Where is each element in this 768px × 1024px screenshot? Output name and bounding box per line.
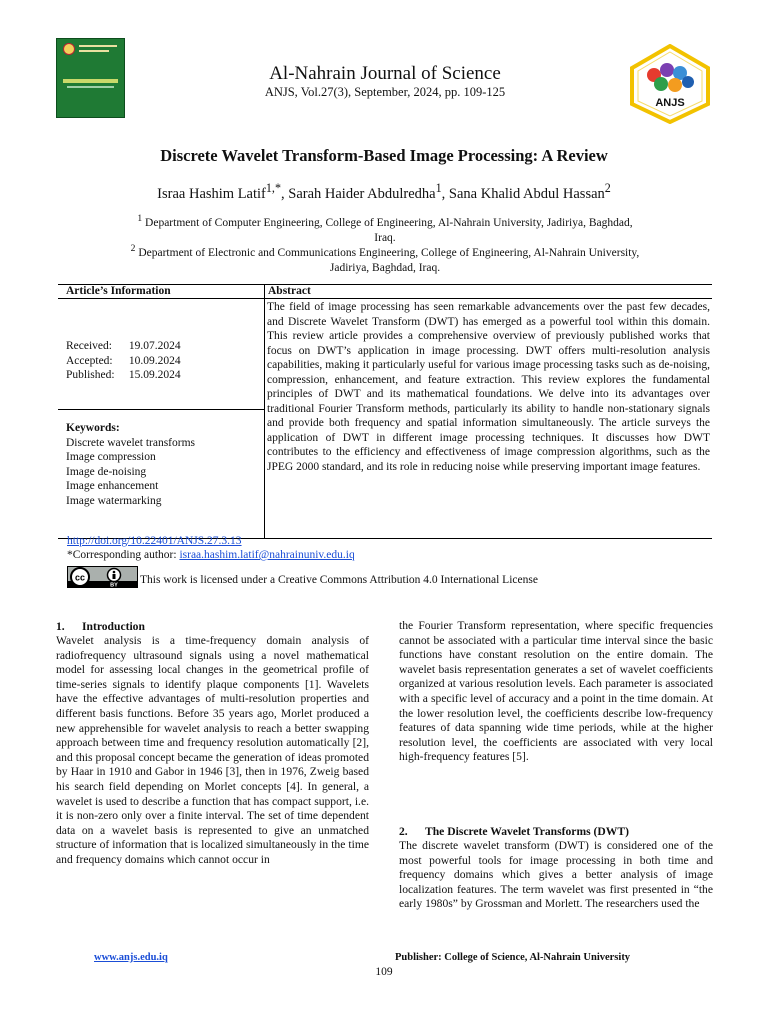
author-name: Sana Khalid Abdul Hassan	[448, 185, 605, 202]
corresponding-label: *Corresponding author:	[67, 549, 177, 561]
keyword-item: Image de-noising	[66, 465, 147, 478]
article-info-header: Article’s Information	[66, 285, 171, 297]
affiliation-2	[56, 241, 714, 276]
cc-by-license-badge[interactable]	[67, 566, 138, 588]
section-2-heading	[399, 825, 629, 838]
published-date: 15.09.2024	[128, 369, 181, 381]
corresponding-author	[67, 549, 355, 561]
journal-citation: ANJS, Vol.27(3), September, 2024, pp. 109-125	[264, 85, 506, 99]
abstract-text: The field of image processing has seen remarkable advancements over the past few decades, and Discrete Wavelet Transform (DWT) has emerged as a powerful tool within this domain. This review article provides a comprehensive overview of previously published works that focus on DWT’s application in image processing. DWT offers multi-resolution analysis capabilities, making it particularly useful for various image processing tasks such as de-noising, compression, enhancement, and feature extraction. This review explores the fundamental principles of DWT and its mathematical foundations. We delve into its advantages over traditional Fourier Transform methods, particularly its ability to handle non-stationary signals and provide both frequency and spatial information simultaneously. The article surveys the application of DWT in different image processing techniques. It discusses how DWT contributes to the efficiency and effectiveness of image compression algorithms, such as the JPEG 2000 standard, and its role in reducing noise while preserving important image features.	[267, 301, 710, 473]
keywords-block	[66, 421, 195, 508]
keywords-label: Keywords:	[66, 422, 120, 434]
page-number: 109	[375, 966, 393, 978]
section-2-text: The discrete wavelet transform (DWT) is considered one of the most powerful tools for image processing in both time and frequency domains which gives a better analysis of image localization features. The term wavelet was first presented in “the early 1980s” by Grossman and Morlett. The researchers used the	[399, 839, 713, 911]
affiliation-text: Jadiriya, Baghdad, Iraq.	[329, 261, 441, 274]
affiliation-mark: 1	[137, 213, 143, 224]
keyword-item: Discrete wavelet transforms	[66, 436, 196, 449]
doi-link[interactable]: http://doi.org/10.22401/ANJS.27.3.13	[67, 535, 242, 547]
author-name: Sarah Haider Abdulredha	[288, 185, 436, 202]
accepted-label: Accepted:	[66, 354, 113, 367]
section-title: The Discrete Wavelet Transforms (DWT)	[425, 825, 629, 838]
journal-name: Al-Nahrain Journal of Science	[269, 63, 501, 84]
affiliation-text: Department of Electronic and Communications Engineering, College of Engineering, Al-Nahrain University,	[138, 246, 640, 259]
article-dates	[66, 339, 181, 383]
section-1-text: Wavelet analysis is a time-frequency domain analysis of radiofrequency ultrasound signals using a novel mathematical model for assessing local changes in the geometrical profile of time-series signals to identify plaque components [1]. Wavelets have the effective advantages of multi-resolution properties and different basis functions. Before 35 years ago, Morlet produced a new apprehensible for wavelet analysis to reach a better swapping approach between time and frequency resolution automatically [2], and this proposal concept became the generation of ideas promoted by Haar in 1910 and Gabor in 1946 [3], then in 1976, Zweig based his search field depending on Morlet concepts [4]. In general, a wavelet is used to describe a function that has compact support, i.e. it is non-zero only over a finite interval. The set of time dependent data on a wavelet basis is represented to give an unmatched structure of information that is localized simultaneously in the time and frequency domains which cannot occur in	[56, 634, 369, 866]
logo-text: ANJS	[655, 97, 685, 109]
column-2-continuation: the Fourier Transform representation, where specific frequencies cannot be associated with a particular time interval since the basic functions have constant resolution on the entire domain. The wavelet basis representation generates a set of wavelet coefficients organized at various resolution levels. Each parameter is associated with a specific level of accuracy and a point in the time domain. At the lower resolution level, the coefficients describe low-frequency features of data spanning wide time periods, while at the higher resolution level, the coefficients are associated with very local high-frequency features [5].	[399, 619, 713, 764]
journal-website-link[interactable]: www.anjs.edu.iq	[94, 952, 168, 963]
published-label: Published:	[66, 369, 115, 381]
affiliation-mark: 2	[130, 243, 136, 254]
affiliation-text: Iraq.	[374, 231, 396, 244]
section-title: Introduction	[82, 620, 145, 633]
author-list: Israa Hashim Latif$^{1,*}$, Sarah Haider Abdulredha$^1$, Sana Khalid Abdul Hassan$^2$	[157, 181, 611, 202]
anjs-logo	[628, 44, 712, 124]
affiliation-text: Department of Computer Engineering, College of Engineering, Al-Nahrain University, Jadiriya, Baghdad,	[145, 216, 633, 229]
section-1-heading	[56, 620, 145, 633]
keyword-item: Image compression	[66, 451, 156, 463]
cc-badge-cc: cc	[74, 572, 86, 583]
doi-link-wrapper	[67, 535, 242, 547]
author-name: Israa Hashim Latif	[157, 185, 266, 202]
accepted-date: 10.09.2024	[128, 354, 181, 367]
license-statement: This work is licensed under a Creative Commons Attribution 4.0 International License	[140, 574, 538, 586]
cc-badge-by: BY	[110, 582, 118, 587]
abstract-header: Abstract	[268, 285, 311, 297]
journal-cover-thumbnail	[56, 38, 125, 118]
publisher-line: Publisher: College of Science, Al-Nahrain University	[395, 952, 631, 963]
author-affil-mark: 2	[604, 181, 611, 195]
received-date: 19.07.2024	[128, 340, 181, 352]
article-title: Discrete Wavelet Transform-Based Image Processing: A Review	[160, 146, 608, 165]
corresponding-email-link[interactable]: israa.hashim.latif@nahrainuniv.edu.iq	[179, 549, 355, 561]
received-label: Received:	[66, 340, 112, 352]
author-affil-mark: 1	[435, 181, 442, 195]
keyword-item: Image watermarking	[66, 494, 162, 507]
author-affil-mark: 1,*	[265, 181, 281, 195]
section-number: 2.	[399, 825, 408, 838]
article-info-table	[58, 284, 712, 539]
keyword-item: Image enhancement	[66, 480, 159, 492]
section-number: 1.	[56, 620, 65, 633]
